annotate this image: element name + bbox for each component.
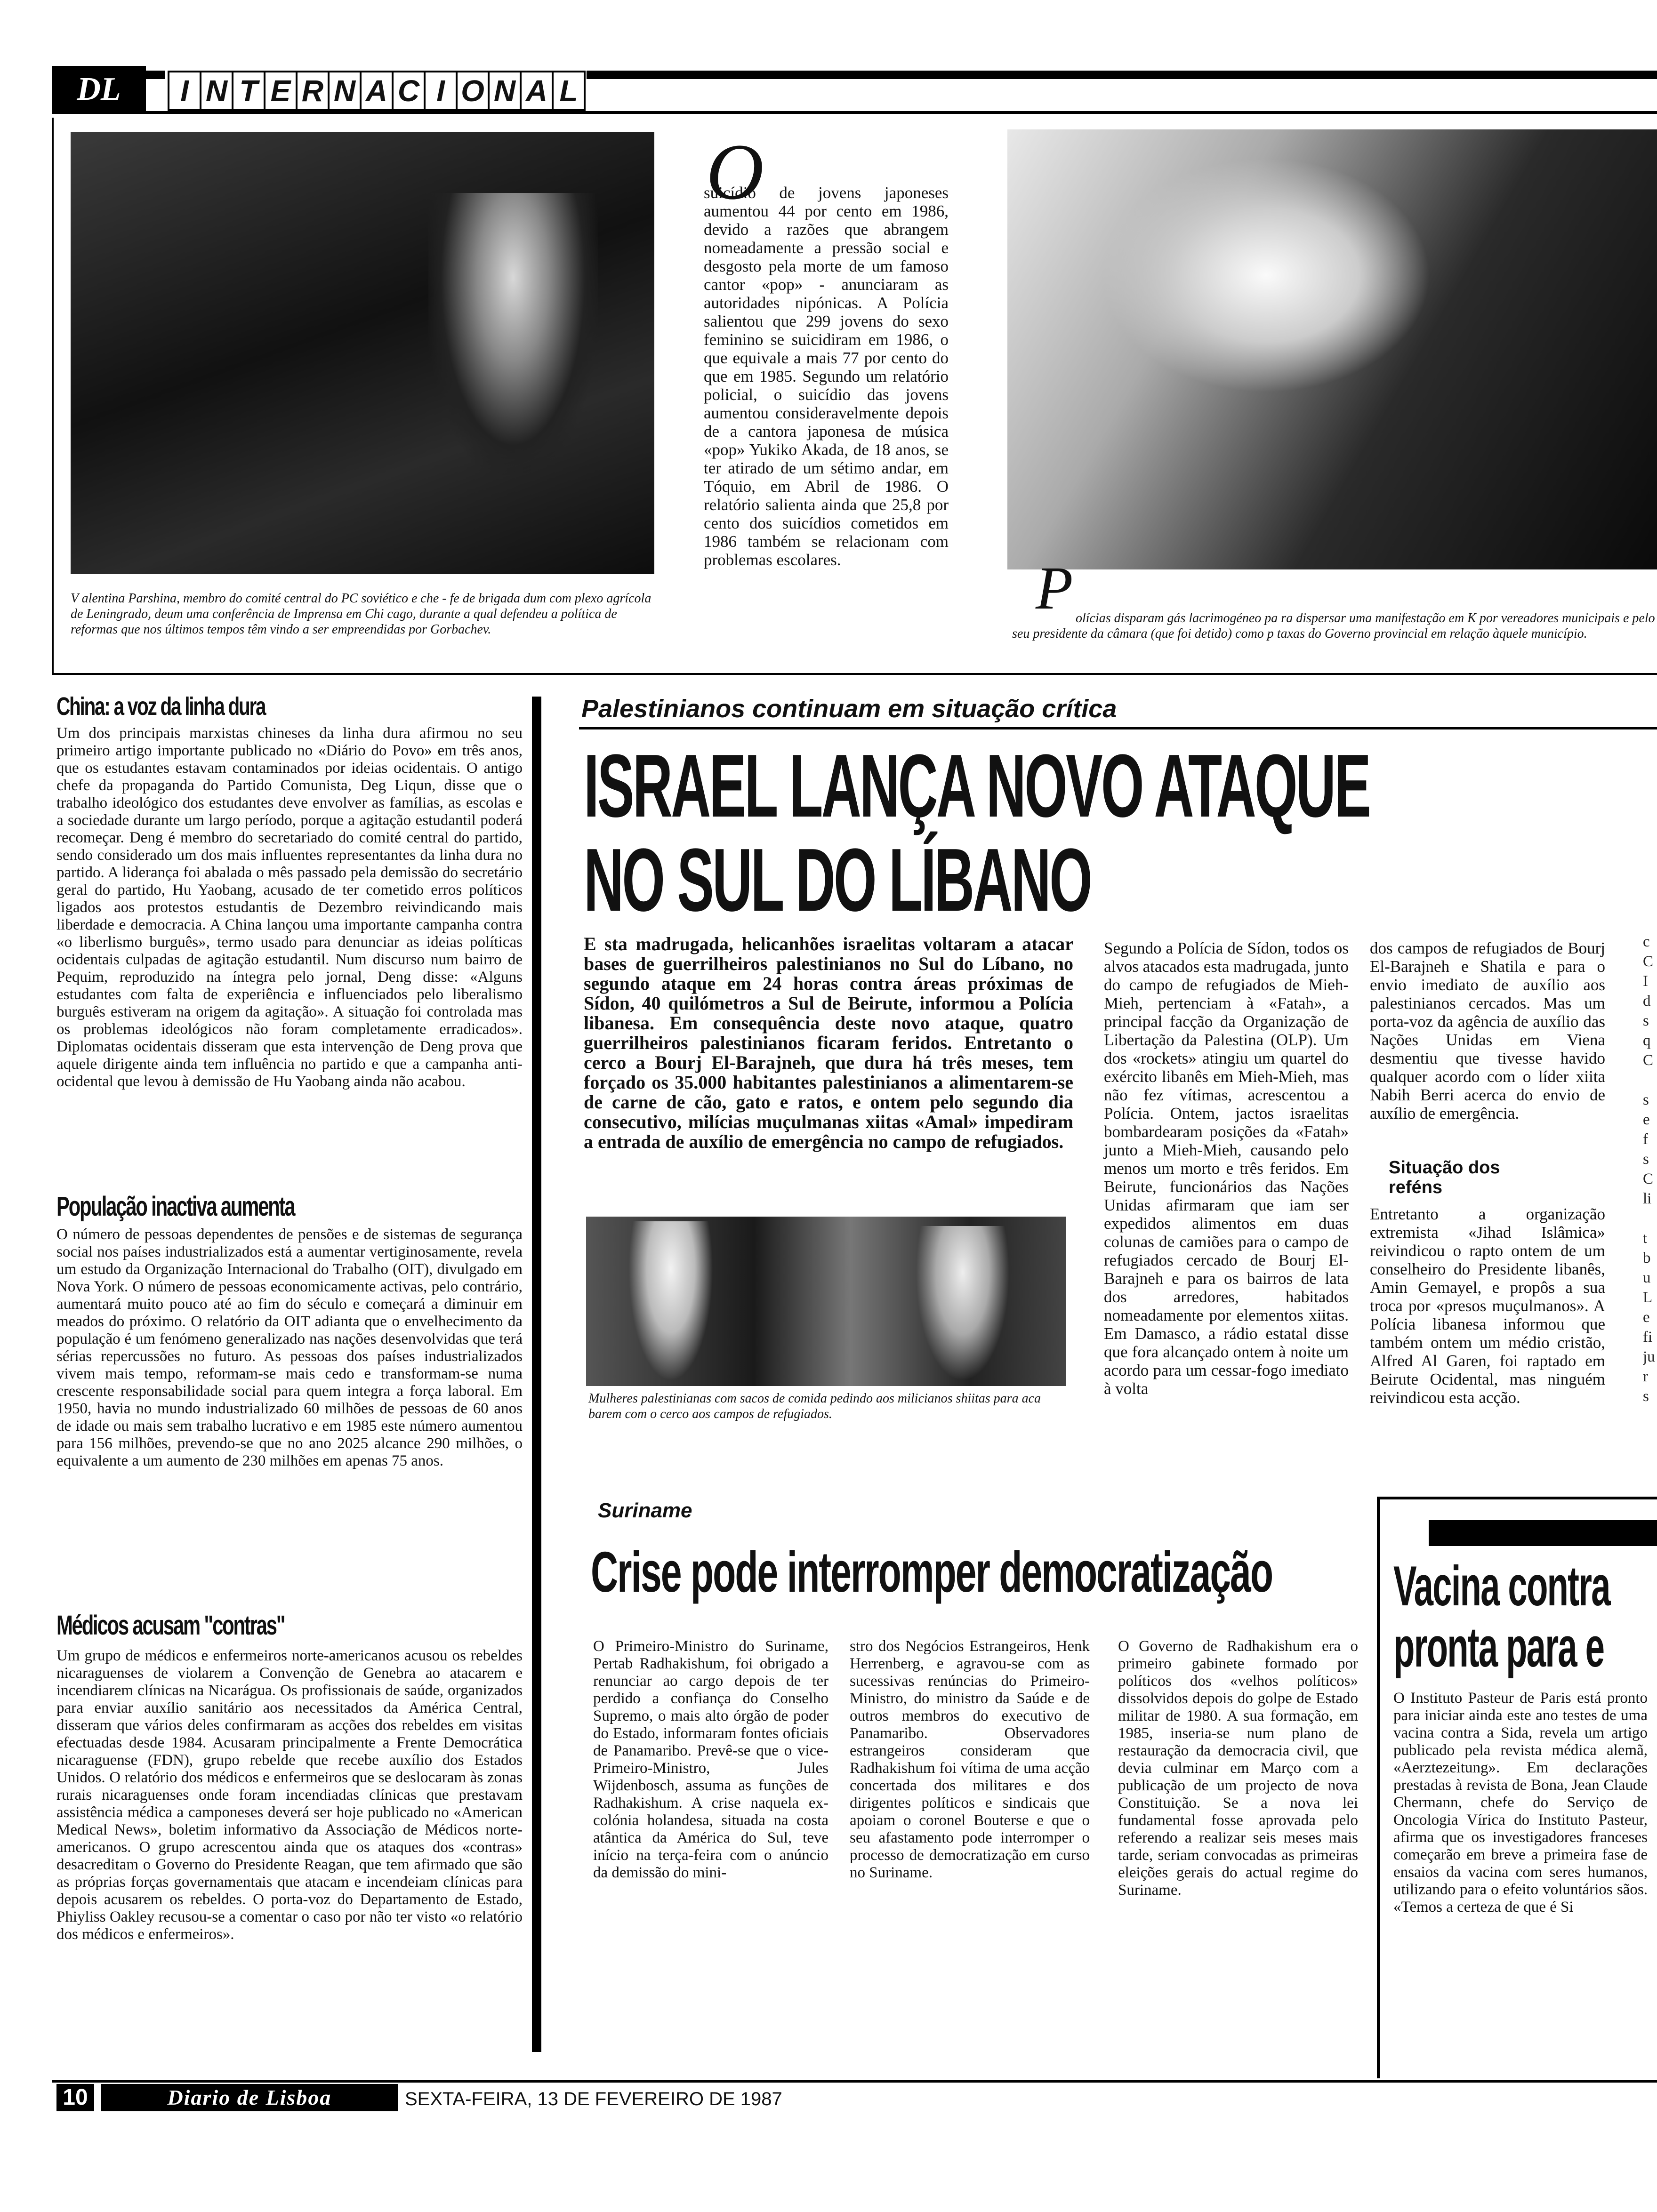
israel-kicker-rule [579, 727, 1657, 729]
section-title-internacional: I N T E R N A C I O N A L [165, 71, 587, 111]
china-article: Um dos principais marxistas chineses da linha dura afirmou no seu primeiro artigo importante publicado no «Diário do Povo» em três anos, que os estudantes estavam contaminados por ideias ocidentais. O antigo chefe da propaganda do Partido Comunista, Deg Liqun, disse que o trabalho ideológico dos estudantes deve envolver as famílias, as escolas e a sociedade durante um largo período, porque a agitação estudantil poderá recomeçar. Deng é membro do secretariado do comité central do partido, sendo considerado um dos mais influentes representantes da linha dura no partido. A liderança foi abalada o mês passado pela demissão do secretário geral do partido, Hu Yaobang, acusado de ter cometido erros políticos ligados aos protestos estudantis de Dezembro reivindicando mais liberdade e democracia. A China lançou uma importante campanha contra «o liberlismo burguês», termo usado para denunciar as ideias políticas ocidentais culpadas de agitação estudantil. Num discurso num bairro de Pequim, reproduzido na íntegra pelo jornal, Deng disse: «Alguns estudantes com falta de experiência e influenciados pelo liberalismo burguês estiveram na origem da agitação». A situação foi controlada mas os problemas ideológicos não foram completamente erradicados». Diplomatas ocidentais disseram que esta intervenção de Deng prova que aquele dirigente ainda tem influência no partido e que a campanha anti-ocidental que levou à demissão de Hu Yaobang ainda não acabou. [56, 725, 523, 1090]
suriname-column-1: O Primeiro-Ministro do Suriname, Pertab Radhakishum, foi obrigado a renunciar ao cargo depois de ter perdido a confiança do Conselho Supremo, o mais alto órgão de poder do Estado, informaram fontes oficiais de Panamaribo. Prevê-se que o vice-Primeiro-Ministro, Jules Wijdenbosch, assuma as funções de Radhakishum. A crise naquela ex-colónia holandesa, situada na costa atântica da América do Sul, teve início na terça-feira com o anúncio da demissão do mini- [593, 1638, 828, 1881]
israel-column-3b: Entretanto a organização extremista «Jihad Islâmica» reivindicou o rapto ontem de um conselheiro do Presidente libanês, Amin Gemayel, e propôs a sua troca por «presos muçulmanos». A Polícia libanesa informou que também ontem um médio cristão, Alfred Al Garen, foi raptado em Beirute Ocidental, mas ninguém reivindicou esta acção. [1370, 1205, 1605, 1407]
populacao-article: O número de pessoas dependentes de pensões e de sistemas de segurança social nos países industrializados está a aumentar vertiginosamente, revela um estudo da Organização Internacional do Trabalho (OIT), divulgado em Nova York. O número de pessoas economicamente activas, pelo contrário, aumentará muito pouco até ao fim do século e começará a diminuir em meados do próximo. O relatório da OIT adianta que o envelhecimento da população é um fenómeno generalizado nas nações desenvolvidas que terá sérias repercussões no futuro. As pessoas dos países industrializados vivem mais tempo, reformam-se mais cedo e transformam-se numa crescente responsabilidade social para quem integra a força laboral. Em 1950, havia no mundo industrializado 60 milhões de pessoas de 60 anos de idade ou mais sem trabalho lucrativo e em 1985 este número aumentou para 156 milhões, prevendo-se que no ano 2025 alcance 290 milhões, o equivalente a um aumento de 230 milhões em apenas 75 anos. [56, 1226, 523, 1469]
police-dropcap: P [1036, 554, 1073, 622]
footer-rule [52, 2080, 1657, 2083]
suriname-column-2: stro dos Negócios Estrangeiros, Henk Herrenberg, e agravou-se com as sucessivas renúncias do Primeiro-Ministro, do ministro da Saúde e de outros membros do executivo de Panamaribo. Observadores estrangeiros consideram que Radhakishum foi vítima de uma acção concertada dos militares e dos dirigentes políticos e sindicais que apoiam o coronel Bouterse e que o seu afastamento pode interromper o processo de democratização em curso no Suriname. [850, 1638, 1090, 1881]
palestinian-photo-caption: Mulheres palestinianas com sacos de comida pedindo aos milicianos shiitas para aca barem com o cerco aos campos de refugiados. [588, 1391, 1041, 1421]
section-header [52, 66, 1657, 118]
vacina-article-text: O Instituto Pasteur de Paris está pronto para iniciar ainda este ano testes de uma vacina contra a Sida, revela um artigo publicado pela revista médica alemã, «Aerztezeitung». Em declarações prestadas à revista de Bona, Jean Claude Chermann, chefe do Serviço de Oncologia Vírica do Instituto Pasteur, afirma que os investigadores franceses começarão em breve a primeira fase de ensaios da vacina com seres humanos, utilizando para o efeito voluntários sãos. «Temos a certeza de que é Si [1393, 1690, 1648, 1915]
photo-police-tear-gas [1007, 129, 1657, 569]
israel-headline-1: ISRAEL LANÇA NOVO ATAQUE [584, 736, 1370, 836]
column-divider [532, 697, 541, 2052]
footer-page-number: 10 [56, 2084, 94, 2111]
right-photo-caption: olícias disparam gás lacrimogéneo pa ra dispersar uma manifestação em K por vereadores municipais e pelo seu presidente da câmara (que foi detido) como p taxas do Governo provincial em relação àquele município. [1012, 611, 1655, 641]
photo-valentina-parshina [71, 132, 654, 574]
israel-lead: E sta madrugada, helicanhões israelitas voltaram a atacar bases de guerrilheiros palestinianos no Sul do Líbano, no segundo ataque em 24 horas contra áreas próximas de Sídon, 40 quilómetros a Sul de Beirute, informou a Polícia libanesa. Em consequência deste novo ataque, quatro guerrilheiros palestinianos ficaram feridos. Entretanto o cerco a Bourj El-Barajneh, que dura há três meses, tem forçado os 35.000 habitantes palestinianos a alimentarem-se de carne de cão, gato e ratos, e ontem pelo segundo dia consecutivo, milícias muçulmanas xiitas «Amal» impediram a entrada de auxílio de emergência no campo de refugiados. [584, 933, 1073, 1152]
medicos-article: Um grupo de médicos e enfermeiros norte-americanos acusou os rebeldes nicaraguenses de violarem a Convenção de Genebra ao atacarem e incendiarem clínicas na Nicarágua. Os profissionais de saúde, organizados para enviar auxílio sanitário aos necessitados da América Central, disseram que vários deles confirmaram as acções dos rebeldes em visitas efectuadas desde 1984. Acusaram principalmente a Frente Democrática nicaraguense (FDN), grupo rebelde que recebe auxílio dos Estados Unidos. O relatório dos médicos e enfermeiros que se deslocaram às zonas rurais nicaraguenses onde foram incendiadas clínicas que prestavam assistência médica a camponeses deverá ser hoje publicado no «American Medical News», boletim informativo da Associação de Médicos norte-americanos. O grupo acrescentou ainda que os ataques dos «contras» desacreditam o Governo do Presidente Reagan, que tem afirmado que são as próprias forças governamentais que atacam e incendeiam clínicas para depois acusarem os rebeldes. O porta-voz do Departamento de Estado, Phiyliss Oakley recusou-se a comentar o caso por não ter visto «o relatório dos médicos e enfermeiros». [56, 1647, 523, 1943]
photo-figure [428, 193, 598, 475]
vacina-article [1393, 1690, 1657, 2066]
vacina-black-bar [1429, 1520, 1657, 1546]
vacina-headline-2: pronta para e [1393, 1616, 1604, 1679]
top-left-vertical-rule [52, 118, 54, 673]
suriname-headline: Crise pode interromper democratização [591, 1540, 1273, 1604]
vacina-headline-1: Vacina contra [1393, 1555, 1610, 1618]
footer-date: SEXTA-FEIRA, 13 DE FEVEREIRO DE 1987 [405, 2089, 782, 2109]
cutoff-column-fragment: c C I d s q C s e f s C li t b u L e fi ju r s [1643, 933, 1655, 1405]
medicos-title: Médicos acusam "contras" [56, 1610, 285, 1641]
suicide-dropcap: O [706, 128, 764, 216]
photo-smoke [1102, 158, 1431, 393]
suriname-column-3: O Governo de Radhakishum era o primeiro gabinete formado por políticos dos «velhos políticos» dissolvidos depois do golpe de Estado militar de 1980. A sua formação, em 1985, inseria-se num plano de restauração da democracia civil, que devia culminar em Março com a publicação de um projecto de nova Constituição. Se a nova lei fundamental fosse aprovada pelo referendo a realizar seis meses mais tarde, seriam convocadas as primeiras eleições gerais do actual regime do Suriname. [1118, 1638, 1358, 1899]
china-title: China: a voz da linha dura [56, 692, 265, 721]
israel-column-3a: dos campos de refugiados de Bourj El-Barajneh e Shatila e para o envio imediato de auxílio aos palestinianos cercados. Mas um porta-voz da agência de auxílio das Nações Unidas em Viena desmentiu que tivesse havido qualquer acordo com o líder xiita Nabih Berri acerca do envio de auxílio de emergência. [1370, 939, 1605, 1122]
footer-paper-name: Diario de Lisboa [101, 2084, 398, 2111]
israel-headline-2: NO SUL DO LÍBANO [584, 830, 1091, 930]
suicide-article: suicídio de jovens japoneses aumentou 44 por cento em 1986, devido a razões que abrangem nomeadamente a pressão social e desgosto pela morte de um famoso cantor «pop» - anunciaram as autoridades nipónicas. A Polícia salientou que 299 jovens do sexo feminino se suicidiram em 1986, o que equivale a mais 77 por cento do que em 1985. Segundo um relatório policial, o suicídio das jovens aumentou consideravelmente depois de a cantora japonesa de música «pop» Yukiko Akada, de 18 anos, se ter atirado de um sétimo andar, em Tóquio, em Abril de 1986. O relatório salienta ainda que 25,8 por cento dos suicídios cometidos em 1986 também se relacionam com problemas escolares. [704, 184, 949, 569]
israel-column-2: Segundo a Polícia de Sídon, todos os alvos atacados esta madrugada, junto do campo de refugiados de Mieh-Mieh, pertenciam à «Fatah», a principal facção da Organização de Libertação da Palestina (OLP). Um dos «rockets» atingiu um quartel do exército libanês em Mieh-Mieh, mas não fez vítimas, acrescentou a Polícia. Ontem, jactos israelitas bombardearam posições da «Fatah» junto a Mieh-Mieh, causando pelo menos um morto e três feridos. Em Beirute, funcionários das Nações Unidas afirmaram que iam ser expedidos alimentos em duas colunas de camiões para o campo de refugiados cercado de Bourj El-Barajneh e para os bairros de lata dos arredores, habitados nomeadamente por elementos xiitas. Em Damasco, a rádio estatal disse que fora alcançado ontem à noite um acordo para um cessar-fogo imediato à volta [1104, 939, 1349, 1398]
populacao-title: População inactiva aumenta [56, 1191, 295, 1222]
israel-subhead-refens: Situação dos reféns [1389, 1158, 1500, 1197]
paper-logo: DL [52, 66, 146, 113]
left-photo-caption: V alentina Parshina, membro do comité central do PC soviético e che - fe de brigada dum com plexo agrícola de Leningrado, deum uma conferência de Imprensa em Chi cago, durante a qual defendeu a política de reformas que nos últimos tempos têm vindo a ser empreendidas por Gorbachev. [71, 591, 652, 637]
photo-palestinian-women [586, 1217, 1066, 1386]
suriname-kicker: Suriname [598, 1499, 692, 1522]
israel-kicker: Palestinianos continuam em situação crítica [581, 695, 1117, 723]
photo-headscarf-2 [916, 1226, 1010, 1381]
photo-headscarf-1 [628, 1221, 713, 1381]
